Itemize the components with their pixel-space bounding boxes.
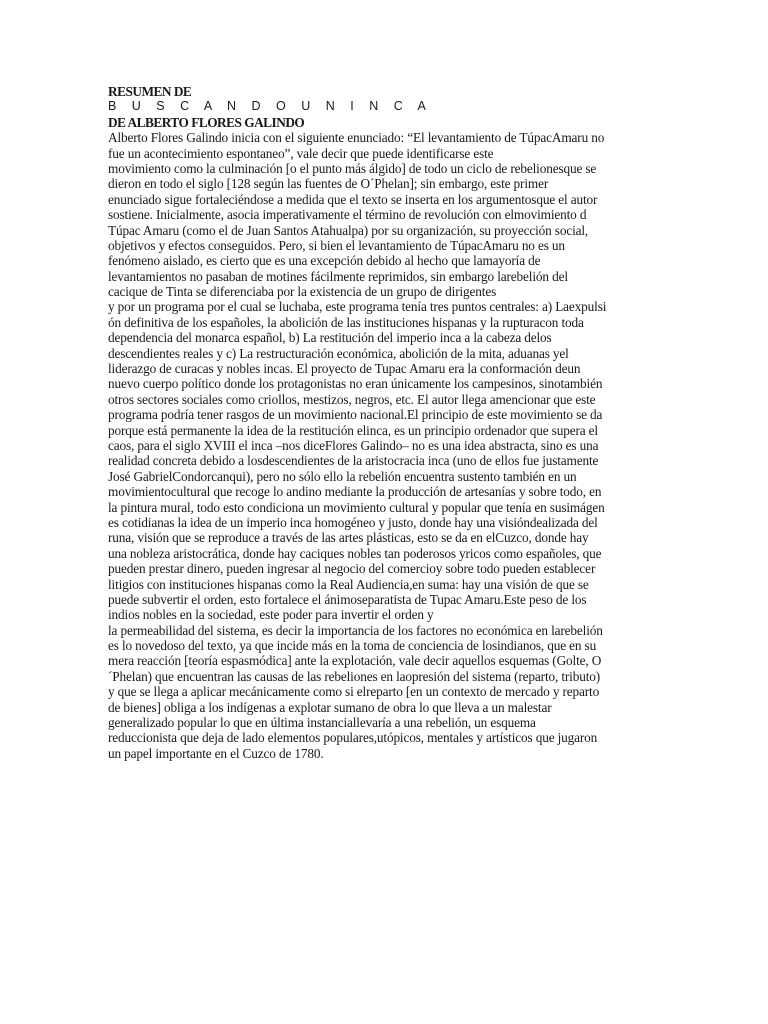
- body-line: runa, visión que se reproduce a través de las artes plásticas, esto se da en elCuzco, donde hay: [108, 530, 589, 546]
- body-line: generalizado popular lo que en última instanciallevaría a una rebelión, un esquema: [108, 715, 536, 731]
- body-line: ón definitiva de los españoles, la abolición de las instituciones hispanas y la rupturacon toda: [108, 314, 584, 330]
- body-line: Túpac Amaru (como el de Juan Santos Atahualpa) por su organización, su proyección social,: [108, 222, 589, 238]
- body-line: es cotidianas la idea de un imperio inca homogéneo y justo, donde hay una visióndealizada del: [108, 514, 598, 530]
- body-line: ´Phelan) que encuentran las causas de las rebeliones en laopresión del sistema (reparto, tributo): [108, 668, 601, 684]
- body-line: puede subvertir el orden, esto fortalece el ánimoseparatista de Tupac Amaru.Este peso de los: [108, 591, 587, 607]
- document-page: [108, 84, 660, 761]
- heading-book-title: B U S C A N D O U N I N C A: [108, 99, 432, 114]
- body-line: caos, para el siglo XVIII el inca –nos diceFlores Galindo– no es una idea abstracta, sino es una: [108, 437, 599, 453]
- body-line: indios nobles en la sociedad, este poder para invertir el orden y: [108, 607, 434, 623]
- heading-resumen: RESUMEN DE: [108, 84, 192, 99]
- body-line: movimientocultural que recoge lo andino mediante la producción de artesanías y sobre todo, en: [108, 484, 602, 500]
- body-line: es lo novedoso del texto, ya que incide más en la toma de conciencia de losindianos, que en su: [108, 638, 597, 654]
- body-line: levantamientos no pasaban de motines fácilmente reprimidos, sin embargo larebelión del: [108, 268, 568, 284]
- body-line: y que se llega a aplicar mecánicamente como si elreparto [en un contexto de mercado y reparto: [108, 684, 600, 700]
- heading-author: DE ALBERTO FLORES GALINDO: [108, 114, 305, 130]
- body-line: reduccionista que deja de lado elementos populares,utópicos, mentales y artísticos que jugaron: [108, 730, 598, 746]
- body-line: pueden prestar dinero, pueden ingresar al negocio del comercioy sobre todo pueden establecer: [108, 561, 596, 577]
- body-line: movimiento como la culminación [o el punto más álgido] de todo un ciclo de rebelionesque se: [108, 160, 597, 176]
- body-line: de bienes] obliga a los indígenas a explotar sumano de obra lo que lleva a un malestar: [108, 699, 552, 715]
- body-line: José GabrielCondorcanqui), pero no sólo ello la rebelión encuentra sustento también en un: [108, 468, 577, 484]
- body-line: sostiene. Inicialmente, asocia imperativamente el término de revolución con elmovimiento d: [108, 207, 587, 223]
- body-line: la pintura mural, todo esto condiciona un movimiento cultural y popular que tenía en susimágen: [108, 499, 605, 515]
- body-line: porque está permanente la idea de la restitución elinca, es un principio ordenador que supera el: [108, 422, 598, 438]
- body-line: nuevo cuerpo político donde los protagonistas no eran únicamente los campesinos, sinotambién: [108, 376, 603, 392]
- body-line: y por un programa por el cual se luchaba, este programa tenía tres puntos centrales: a) Laexpulsi: [108, 299, 607, 315]
- body-line: enunciado sigue fortaleciéndose a medida que el texto se inserta en los argumentosque el autor: [108, 191, 598, 207]
- body-line: la permeabilidad del sistema, es decir la importancia de los factores no económica en larebelión: [108, 622, 603, 638]
- body-line: programa podría tener rasgos de un movimiento nacional.El principio de este movimiento se da: [108, 407, 603, 423]
- body-line: un papel importante en el Cuzco de 1780.: [108, 745, 324, 761]
- body-line: litigios con instituciones hispanas como la Real Audiencia,en suma: hay una visión de que se: [108, 576, 589, 592]
- body-line: fue un acontecimiento espontaneo”, vale decir que puede identificarse este: [108, 145, 494, 161]
- body-line: una nobleza aristocrática, donde hay caciques nobles tan poderosos yricos como españoles, que: [108, 545, 602, 561]
- body-line: mera reacción [teoría espasmódica] ante la explotación, vale decir aquellos esquemas (Golte, O: [108, 653, 602, 669]
- body-line: dieron en todo el siglo [128 según las fuentes de O´Phelan]; sin embargo, este primer: [108, 176, 549, 192]
- body-text: [108, 130, 660, 761]
- body-line: objetivos y efectos conseguidos. Pero, si bien el levantamiento de TúpacAmaru no es un: [108, 237, 565, 253]
- body-line: liderazgo de curacas y nobles incas. El proyecto de Tupac Amaru era la conformación deun: [108, 361, 581, 377]
- body-line: otros sectores sociales como criollos, mestizos, negros, etc. El autor llega amencionar que este: [108, 391, 596, 407]
- body-line: realidad concreta debido a losdescendientes de la aristocracia inca (uno de ellos fue justamente: [108, 453, 599, 469]
- body-line: descendientes reales y c) La restructuración económica, abolición de la mita, aduanas yel: [108, 345, 569, 361]
- body-line: fenómeno aislado, es cierto que es una excepción debido al hecho que lamayoría de: [108, 253, 541, 269]
- body-line: Alberto Flores Galindo inicia con el siguiente enunciado: “El levantamiento de TúpacAmaru no: [108, 130, 605, 146]
- body-line: cacique de Tinta se diferenciaba por la existencia de un grupo de dirigentes: [108, 284, 497, 300]
- body-line: dependencia del monarca español, b) La restitución del imperio inca a la cabeza delos: [108, 330, 552, 346]
